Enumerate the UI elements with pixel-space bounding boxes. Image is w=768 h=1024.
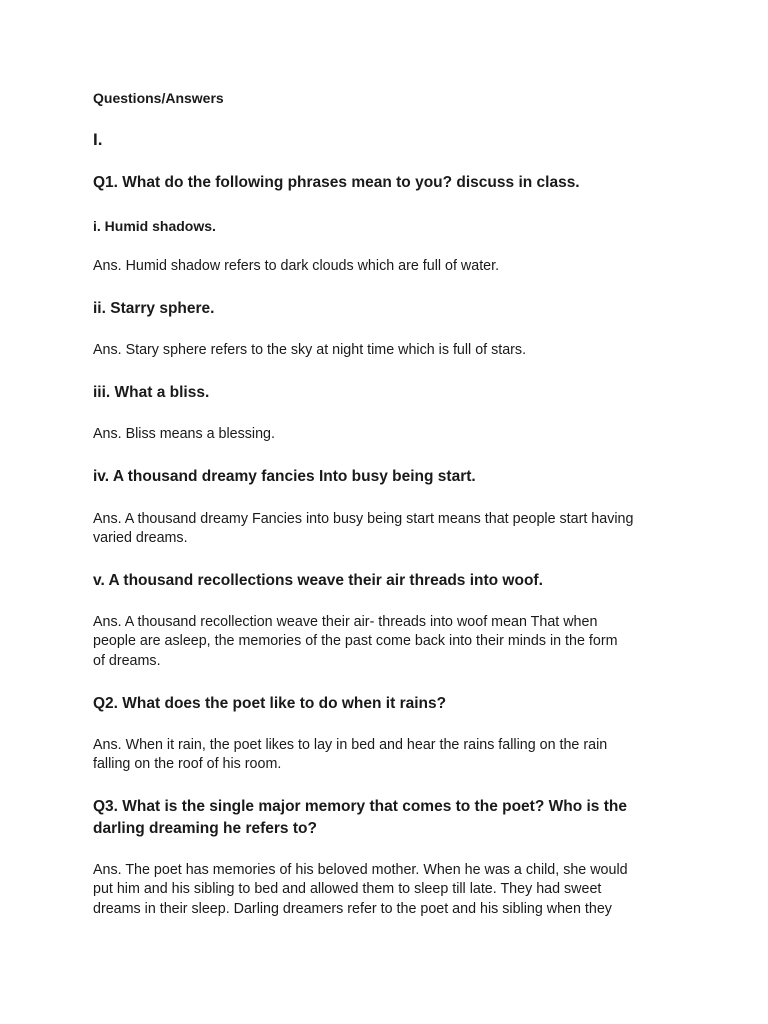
phrase-4-answer-line-2: varied dreams.	[93, 530, 188, 546]
question-2: Q2. What does the poet like to do when it rains?	[93, 695, 447, 712]
question-1: Q1. What do the following phrases mean to you? discuss in class.	[93, 174, 580, 191]
phrase-1-label: i. Humid shadows.	[93, 218, 216, 234]
question-3-answer-line-3: dreams in their sleep. Darling dreamers refer to the poet and his sibling when they	[93, 901, 612, 917]
question-2-answer-line-2: falling on the roof of his room.	[93, 756, 282, 772]
phrase-3-label: iii. What a bliss.	[93, 384, 210, 401]
question-3-answer-line-1: Ans. The poet has memories of his beloved mother. When he was a child, she would	[93, 862, 628, 878]
phrase-5-answer-line-3: of dreams.	[93, 653, 161, 669]
question-3-line-1: Q3. What is the single major memory that comes to the poet? Who is the	[93, 798, 627, 815]
question-2-answer-line-1: Ans. When it rain, the poet likes to lay in bed and hear the rains falling on the rain	[93, 737, 608, 753]
phrase-5-answer-line-1: Ans. A thousand recollection weave their air- threads into woof mean That when	[93, 614, 598, 630]
section-label: I.	[93, 130, 103, 149]
phrase-2-label: ii. Starry sphere.	[93, 300, 215, 317]
phrase-4-label: iv. A thousand dreamy fancies Into busy being start.	[93, 468, 476, 485]
question-3-answer-line-2: put him and his sibling to bed and allowed them to sleep till late. They had sweet	[93, 881, 602, 897]
phrase-5-answer-line-2: people are asleep, the memories of the past come back into their minds in the form	[93, 633, 618, 649]
phrase-2-answer: Ans. Stary sphere refers to the sky at night time which is full of stars.	[93, 342, 527, 358]
question-3-line-2: darling dreaming he refers to?	[93, 820, 317, 837]
phrase-4-answer-line-1: Ans. A thousand dreamy Fancies into busy being start means that people start having	[93, 511, 634, 527]
phrase-5-label: v. A thousand recollections weave their air threads into woof.	[93, 572, 543, 589]
document-heading: Questions/Answers	[93, 90, 224, 106]
phrase-3-answer: Ans. Bliss means a blessing.	[93, 426, 275, 442]
phrase-1-answer: Ans. Humid shadow refers to dark clouds which are full of water.	[93, 258, 500, 274]
